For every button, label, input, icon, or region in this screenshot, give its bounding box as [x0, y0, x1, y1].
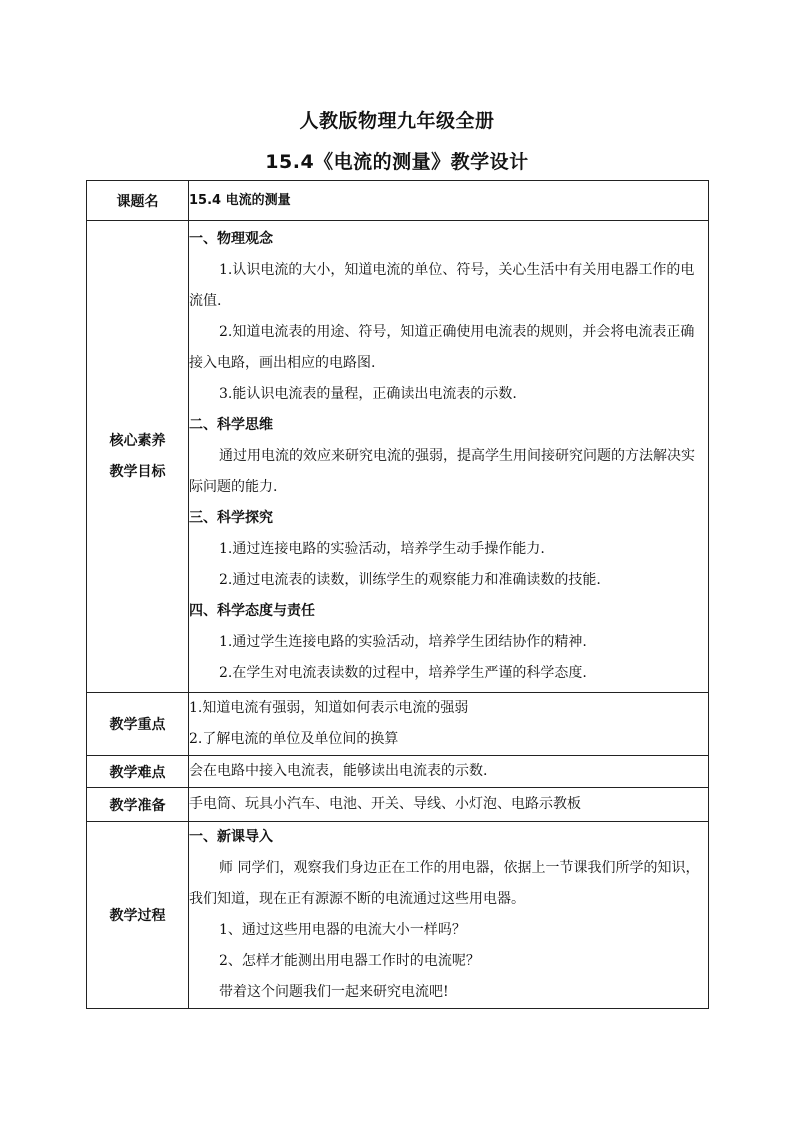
lesson-plan-table — [86, 180, 709, 1009]
table-row-key-points — [87, 693, 709, 756]
goals-content — [189, 221, 709, 693]
goal-item: 2.知道电流表的用途、符号，知道正确使用电流表的规则，并会将电流表正确接入电路，画出相应的电路图. — [189, 324, 695, 371]
goals-label-line2: 教学目标 — [109, 463, 166, 480]
key-points-content — [189, 693, 709, 756]
process-item: 1、通过这些用电器的电流大小一样吗？ — [219, 922, 466, 938]
table-row-process — [87, 822, 709, 1009]
topic-value-cell — [189, 181, 709, 221]
key-point-item: 1.知道电流有强弱，知道如何表示电流的强弱 — [189, 700, 469, 716]
process-item: 带着这个问题我们一起来研究电流吧! — [219, 984, 449, 1000]
goal-item: 2.通过电流表的读数，训练学生的观察能力和准确读数的技能. — [219, 572, 601, 588]
process-item: 2、怎样才能测出用电器工作时的电流呢？ — [219, 953, 480, 969]
document-subtitle: 15.4《电流的测量》教学设计 — [265, 151, 529, 173]
section-heading-scientific-inquiry: 三、科学探究 — [189, 510, 273, 526]
process-content — [189, 822, 709, 1009]
preparation-value: 手电筒、玩具小汽车、电池、开关、导线、小灯泡、电路示教板 — [189, 788, 709, 822]
difficulties-value: 会在电路中接入电流表，能够读出电流表的示数. — [189, 756, 709, 788]
table-row-difficulties — [87, 756, 709, 788]
document-title: 人教版物理九年级全册 — [299, 110, 495, 132]
key-point-item: 2.了解电流的单位及单位间的换算 — [189, 731, 399, 747]
goal-item: 通过用电流的效应来研究电流的强弱，提高学生用间接研究问题的方法解决实际问题的能力. — [189, 448, 695, 495]
goals-label-line1: 核心素养 — [109, 432, 166, 449]
preparation-label: 教学准备 — [87, 788, 189, 822]
goal-item: 1.认识电流的大小，知道电流的单位、符号，关心生活中有关用电器工作的电流值. — [189, 262, 695, 309]
goal-item: 1.通过学生连接电路的实验活动，培养学生团结协作的精神. — [219, 634, 587, 650]
goal-item: 3.能认识电流表的量程，正确读出电流表的示数. — [219, 386, 517, 402]
goal-item: 2.在学生对电流表读数的过程中，培养学生严谨的科学态度. — [219, 665, 587, 681]
key-points-label: 教学重点 — [87, 693, 189, 756]
section-heading-physics-concept: 一、物理观念 — [189, 231, 273, 247]
difficulties-label: 教学难点 — [87, 756, 189, 788]
goals-label — [87, 221, 189, 693]
section-heading-attitude-responsibility: 四、科学态度与责任 — [189, 603, 315, 619]
process-label: 教学过程 — [87, 822, 189, 1009]
topic-label: 课题名 — [87, 181, 189, 221]
table-row-preparation — [87, 788, 709, 822]
table-row-goals — [87, 221, 709, 693]
topic-value: 15.4 电流的测量 — [189, 193, 291, 208]
section-heading-lesson-intro: 一、新课导入 — [189, 829, 273, 845]
goal-item: 1.通过连接电路的实验活动，培养学生动手操作能力. — [219, 541, 545, 557]
table-row-topic — [87, 181, 709, 221]
section-heading-scientific-thinking: 二、科学思维 — [189, 417, 273, 433]
process-item: 师 同学们，观察我们身边正在工作的用电器，依据上一节课我们所学的知识，我们知道，现在正有源源不断的电流通过这些用电器。 — [189, 860, 700, 907]
